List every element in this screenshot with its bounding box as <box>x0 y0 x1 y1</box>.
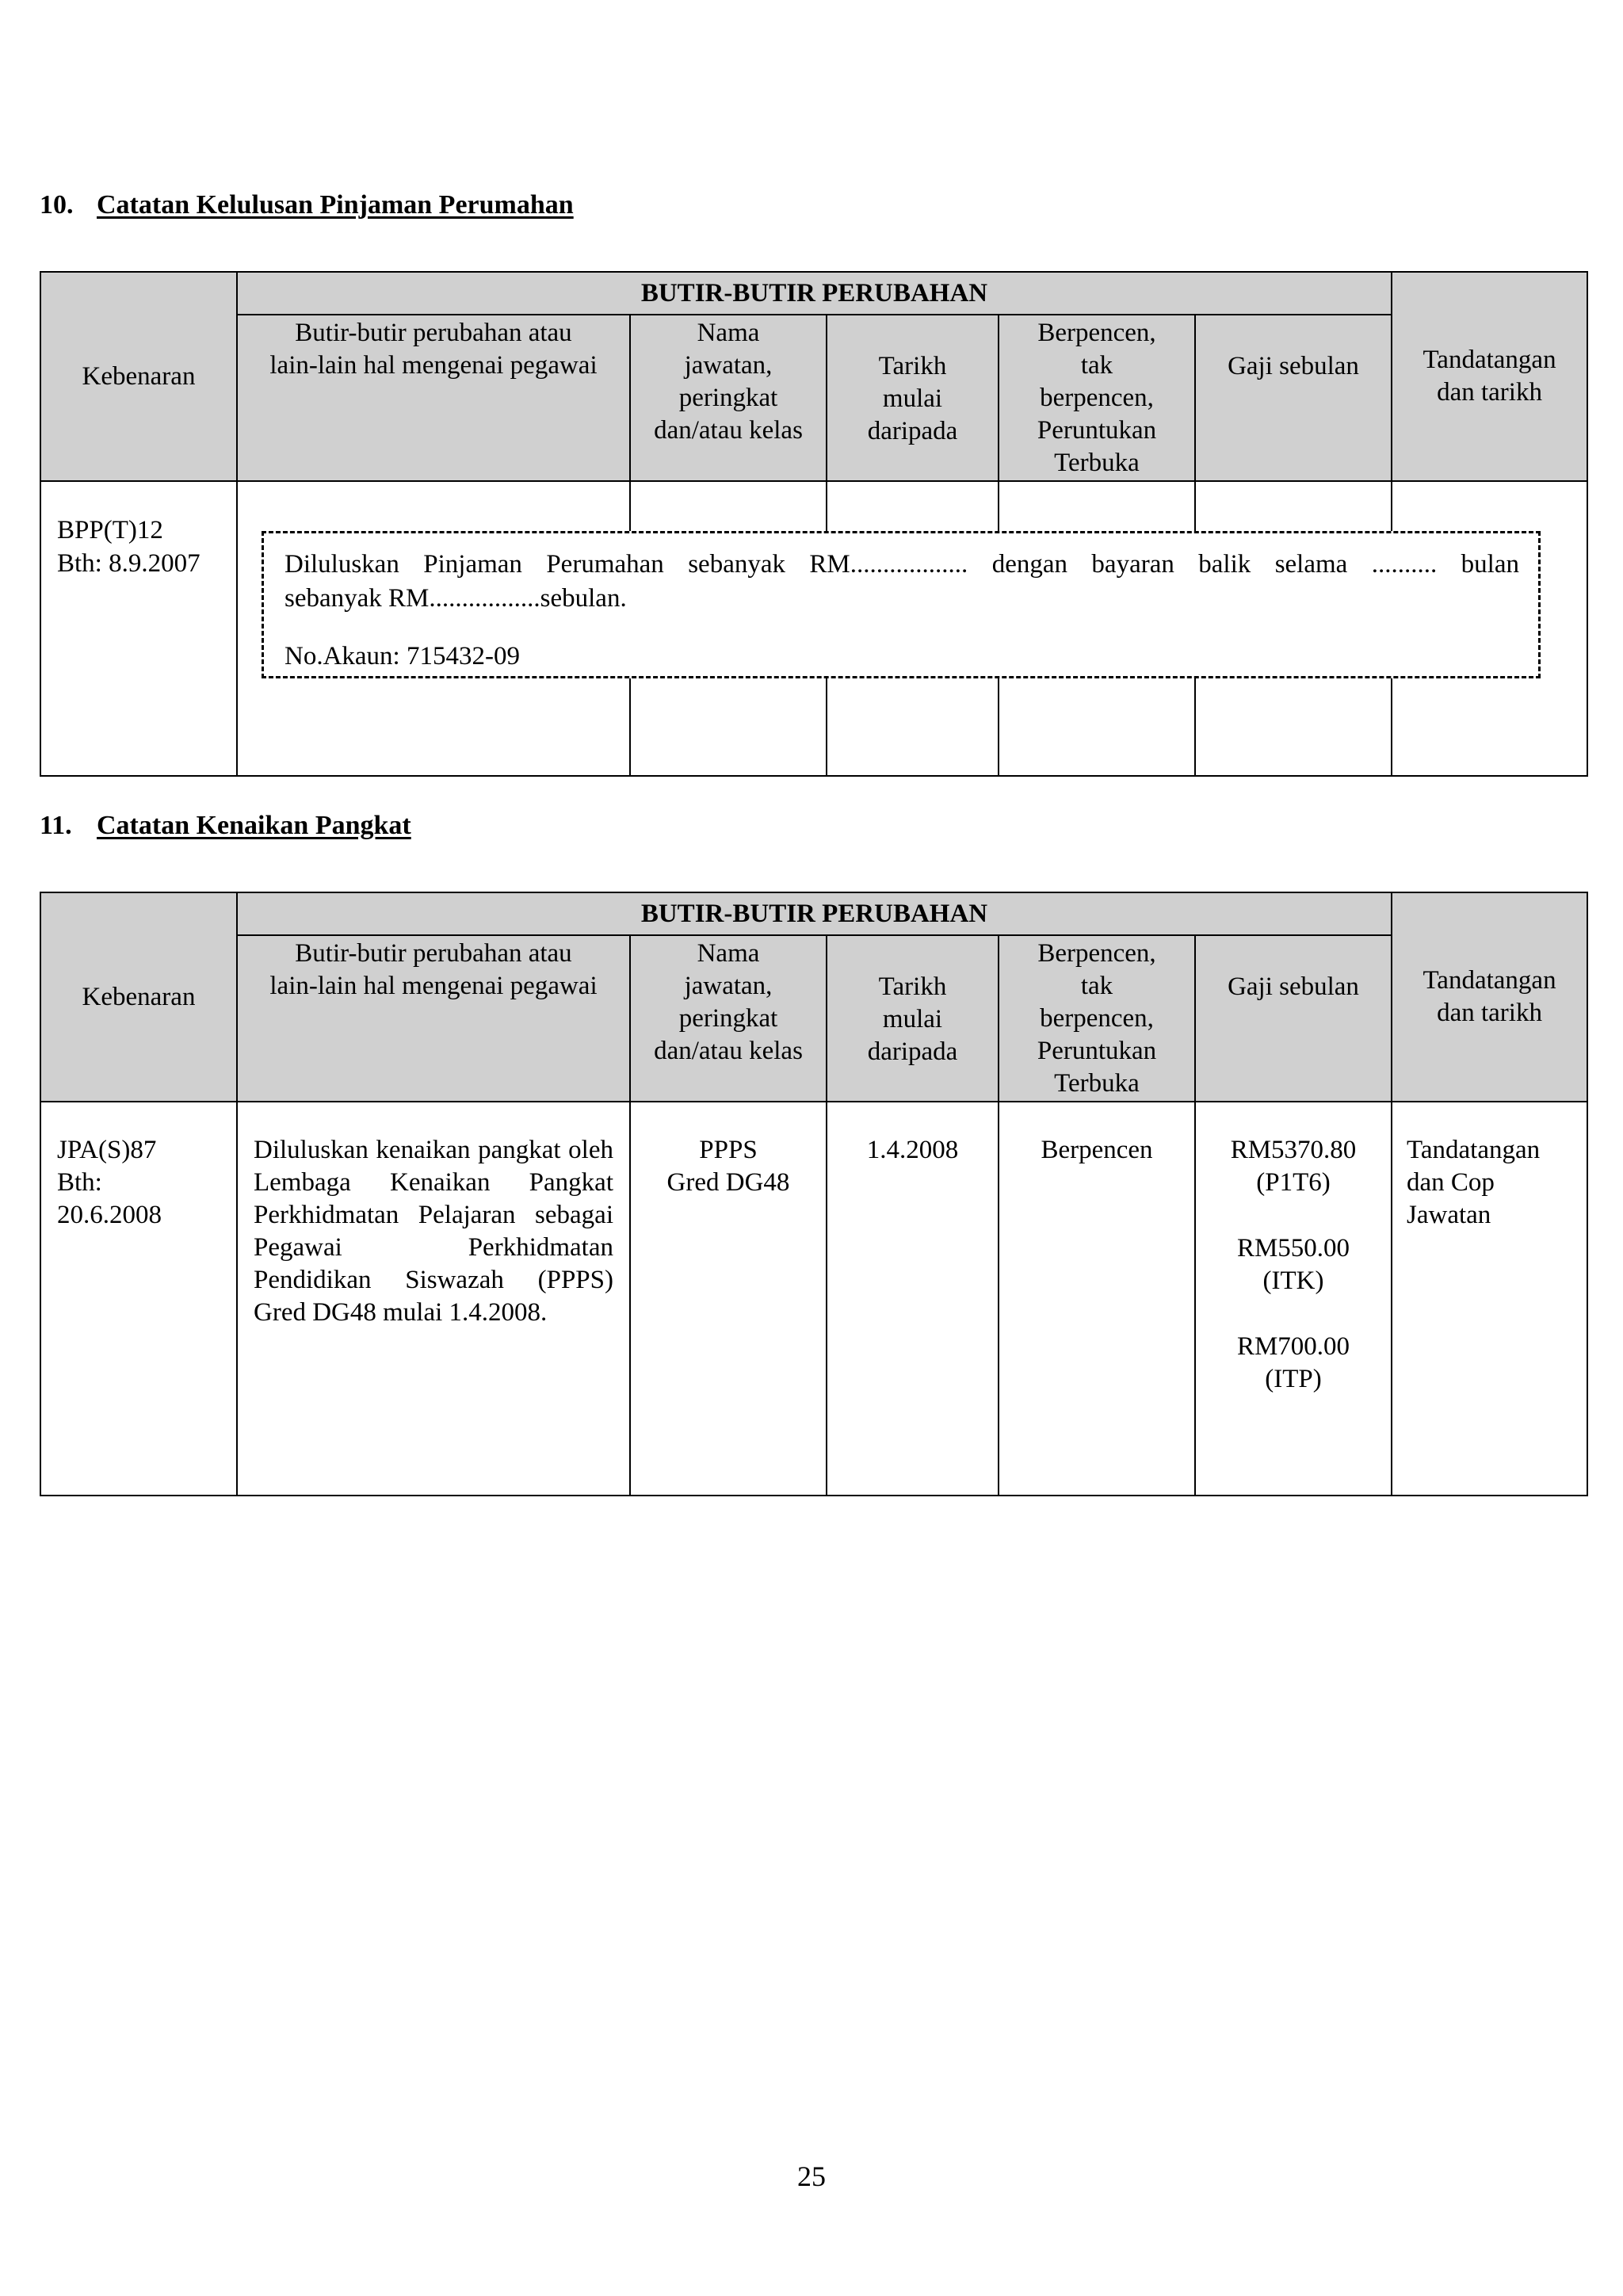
section-number: 10. <box>40 190 74 220</box>
loan-approval-note <box>262 531 1541 678</box>
cell-tarikh: 1.4.2008 <box>827 1102 999 1496</box>
header-tandatangan: Tandatangan dan tarikh <box>1392 272 1587 481</box>
header-butir-perubahan: BUTIR-BUTIR PERUBAHAN <box>237 892 1392 935</box>
cell-tandatangan: Tandatangan dan Cop Jawatan <box>1392 1102 1587 1496</box>
section-title: Catatan Kenaikan Pangkat <box>97 811 411 840</box>
housing-loan-table <box>40 271 1588 777</box>
cell-gaji: RM5370.80 (P1T6) RM550.00 (ITK) RM700.00 (ITP) <box>1195 1102 1392 1496</box>
header-gaji: Gaji sebulan <box>1195 315 1392 481</box>
note-line-2: sebanyak RM.................sebulan. <box>285 584 627 613</box>
page-number: 25 <box>797 2160 826 2192</box>
header-butir-perubahan: BUTIR-BUTIR PERUBAHAN <box>237 272 1392 315</box>
cell-nama: PPPS Gred DG48 <box>630 1102 827 1496</box>
cell-berpencen: Berpencen <box>999 1102 1195 1496</box>
header-nama-jawatan: Nama jawatan, peringkat dan/atau kelas <box>630 935 827 1102</box>
table-row <box>40 1102 1587 1496</box>
promotion-table <box>40 892 1588 1496</box>
header-gaji: Gaji sebulan <box>1195 935 1392 1102</box>
header-berpencen: Berpencen, tak berpencen, Peruntukan Terbuka <box>999 935 1195 1102</box>
header-tarikh: Tarikh mulai daripada <box>827 935 999 1102</box>
header-butir: Butir-butir perubahan atau lain-lain hal mengenai pegawai <box>237 315 630 481</box>
section-11-heading <box>40 811 411 841</box>
header-kebenaran: Kebenaran <box>40 272 237 481</box>
account-number: No.Akaun: 715432-09 <box>285 642 520 670</box>
note-line-1: Diluluskan Pinjaman Perumahan sebanyak RM.................. dengan bayaran balik selama .......... bulan <box>285 550 1519 579</box>
section-title: Catatan Kelulusan Pinjaman Perumahan <box>97 190 574 220</box>
cell-butir: Diluluskan kenaikan pangkat oleh Lembaga Kenaikan Pangkat Perkhidmatan Pelajaran sebagai Pegawai Perkhidmatan Pendidikan Siswazah (PPPS) Gred DG48 mulai 1.4.2008. <box>237 1102 630 1496</box>
section-10-heading <box>40 190 574 220</box>
header-nama-jawatan: Nama jawatan, peringkat dan/atau kelas <box>630 315 827 481</box>
header-kebenaran: Kebenaran <box>40 892 237 1102</box>
header-tandatangan: Tandatangan dan tarikh <box>1392 892 1587 1102</box>
section-number: 11. <box>40 811 72 840</box>
header-butir: Butir-butir perubahan atau lain-lain hal mengenai pegawai <box>237 935 630 1102</box>
cell-kebenaran: BPP(T)12 Bth: 8.9.2007 <box>40 481 237 776</box>
header-tarikh: Tarikh mulai daripada <box>827 315 999 481</box>
cell-kebenaran: JPA(S)87 Bth: 20.6.2008 <box>40 1102 237 1496</box>
header-berpencen: Berpencen, tak berpencen, Peruntukan Terbuka <box>999 315 1195 481</box>
